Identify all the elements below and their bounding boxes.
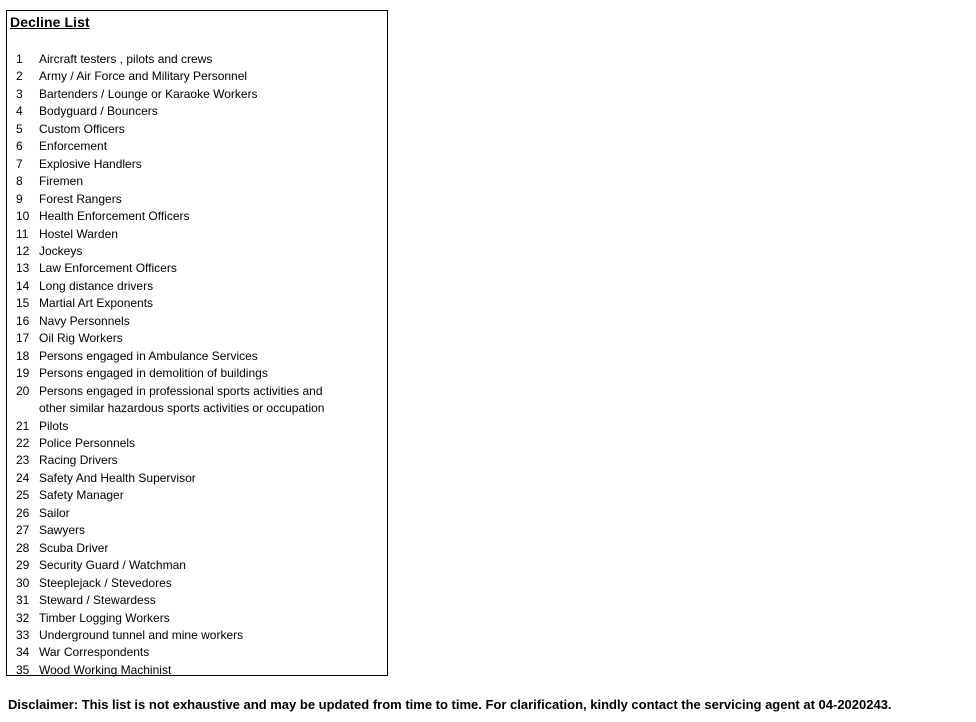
- list-item-number: 12: [16, 243, 30, 258]
- list-item-number: 21: [16, 418, 30, 433]
- list-item-number: 24: [16, 470, 30, 485]
- list-item-label: Sawyers: [39, 523, 86, 538]
- list-item-number: 26: [16, 505, 30, 520]
- list-item-number: 11: [16, 226, 29, 241]
- list-item-label: Bodyguard / Bouncers: [39, 104, 158, 119]
- list-item: [7, 295, 379, 312]
- list-item-label: Law Enforcement Officers: [39, 261, 177, 276]
- list-item-number: 35: [16, 662, 30, 677]
- list-item: [7, 68, 379, 85]
- list-item: [7, 540, 379, 557]
- list-item: [7, 156, 379, 173]
- list-item: [7, 103, 379, 120]
- list-item-label: Custom Officers: [39, 121, 125, 136]
- list-item: [7, 121, 379, 138]
- list-item-number: 3: [16, 86, 23, 101]
- list-item-label: Persons engaged in Ambulance Services: [39, 348, 258, 363]
- list-item-label: Steeplejack / Stevedores: [39, 575, 172, 590]
- list-item-number: 10: [16, 209, 30, 224]
- list-item-number: 8: [16, 174, 23, 189]
- list-item-label: Persons engaged in professional sports activities and other similar hazardous sports activities or occupation: [39, 383, 325, 416]
- list-item: [7, 505, 379, 522]
- list-item-number: 31: [16, 593, 30, 608]
- list-item: [7, 644, 379, 661]
- list-item-label: Army / Air Force and Military Personnel: [39, 69, 248, 84]
- list-item-number: 17: [16, 331, 30, 346]
- list-item-label: Pilots: [39, 418, 69, 433]
- list-item: [7, 348, 379, 365]
- list-item-number: 13: [16, 261, 30, 276]
- list-item: [7, 51, 379, 68]
- list-item-number: 1: [16, 52, 23, 66]
- list-item-number: 15: [16, 296, 30, 311]
- list-item-label: Steward / Stewardess: [39, 593, 156, 608]
- list-item-number: 4: [16, 104, 23, 119]
- list-item-label: Explosive Handlers: [39, 156, 142, 171]
- list-item: [7, 557, 379, 574]
- list-item: [7, 191, 379, 208]
- list-item: [7, 452, 379, 469]
- list-item-number: 18: [16, 348, 30, 363]
- list-item-label: Long distance drivers: [39, 278, 154, 293]
- list-item-label: War Correspondents: [39, 645, 150, 660]
- list-item-label: Martial Art Exponents: [39, 296, 154, 311]
- list-item: [7, 278, 379, 295]
- list-item: [7, 627, 379, 644]
- list-item-label: Security Guard / Watchman: [39, 558, 186, 573]
- list-item-label: Navy Personnels: [39, 313, 130, 328]
- list-item: [7, 610, 379, 627]
- decline-list-title: Decline List: [10, 14, 90, 30]
- list-item-number: 30: [16, 575, 30, 590]
- list-item: [7, 260, 379, 277]
- list-item-number: 33: [16, 627, 30, 642]
- list-item-label: Aircraft testers , pilots and crews: [39, 52, 213, 66]
- list-item-label: Timber Logging Workers: [39, 610, 170, 625]
- list-item-number: 9: [16, 191, 23, 206]
- list-item: [7, 435, 379, 452]
- list-item-number: 28: [16, 540, 30, 555]
- list-item: [7, 313, 379, 330]
- list-item: [7, 138, 379, 155]
- list-item-label: Sailor: [39, 505, 70, 520]
- list-item-number: 2: [16, 69, 23, 84]
- disclaimer-text: Disclaimer: This list is not exhaustive and may be updated from time to time. For clarification, kindly contact the servicing agent at 04-2020243.: [8, 697, 892, 712]
- list-item: [7, 470, 379, 487]
- list-item-label: Hostel Warden: [39, 226, 118, 241]
- list-item-number: 6: [16, 139, 23, 154]
- list-item: [7, 330, 379, 347]
- list-item: [7, 522, 379, 539]
- list-item-label: Jockeys: [39, 243, 83, 258]
- list-item: [7, 208, 379, 225]
- list-item-label: Bartenders / Lounge or Karaoke Workers: [39, 86, 258, 101]
- list-item: [7, 662, 379, 679]
- list-item: [7, 487, 379, 504]
- list-item-label: Underground tunnel and mine workers: [39, 627, 244, 642]
- list-item-number: 32: [16, 610, 30, 625]
- list-item: [7, 173, 379, 190]
- decline-list: [7, 51, 379, 679]
- list-item-number: 20: [16, 383, 30, 398]
- list-item: [7, 243, 379, 260]
- list-item-label: Racing Drivers: [39, 453, 118, 468]
- list-item-label: Wood Working Machinist: [39, 662, 172, 677]
- list-item: [7, 592, 379, 609]
- list-item: [7, 365, 379, 382]
- list-item-number: 5: [16, 121, 23, 136]
- list-item-label: Persons engaged in demolition of buildings: [39, 366, 268, 381]
- list-item-label: Safety Manager: [39, 488, 124, 503]
- decline-list-box: [6, 10, 388, 676]
- list-item-label: Health Enforcement Officers: [39, 209, 190, 224]
- list-item-number: 29: [16, 558, 30, 573]
- list-item-number: 25: [16, 488, 30, 503]
- list-item: [7, 575, 379, 592]
- list-item-number: 23: [16, 453, 30, 468]
- list-item-number: 22: [16, 435, 30, 450]
- list-item-label: Enforcement: [39, 139, 108, 154]
- list-item-number: 19: [16, 366, 30, 381]
- list-item-number: 34: [16, 645, 30, 660]
- list-item-label: Scuba Driver: [39, 540, 109, 555]
- list-item-number: 14: [16, 278, 30, 293]
- list-item-label: Oil Rig Workers: [39, 331, 123, 346]
- list-item-number: 16: [16, 313, 30, 328]
- list-item: [7, 418, 379, 435]
- list-item: [7, 226, 379, 243]
- list-item-number: 7: [16, 156, 23, 171]
- list-item-label: Firemen: [39, 174, 84, 189]
- list-item-number: 27: [16, 523, 30, 538]
- list-item-label: Police Personnels: [39, 435, 136, 450]
- list-item-label: Forest Rangers: [39, 191, 122, 206]
- list-item: [7, 383, 379, 418]
- list-item: [7, 86, 379, 103]
- list-item-label: Safety And Health Supervisor: [39, 470, 196, 485]
